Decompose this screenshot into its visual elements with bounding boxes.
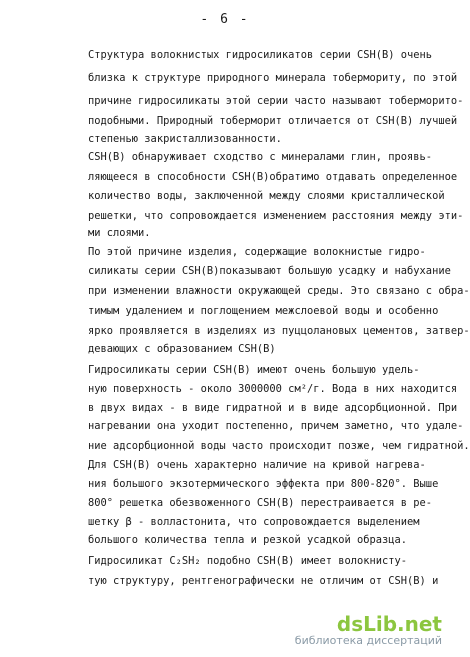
text-line: Гидросиликаты серии CSH(B) имеют очень большую удель- (88, 364, 420, 376)
text-line: ми слоями. (88, 227, 151, 239)
text-line: степенью закристаллизованности. (88, 133, 282, 145)
text-line: подобными. Природный тоберморит отличается от CSH(B) лучшей (88, 115, 458, 127)
text-line: шетку β - волластонита, что сопровождается выделением (88, 516, 420, 528)
text-line: большого количества тепла и резкой усадкой образца. (88, 534, 408, 546)
text-line: Для CSH(B) очень характерно наличие на кривой нагрева- (88, 459, 426, 471)
text-line: в двух видах - в виде гидратной и в виде адсорбционной. При (88, 402, 458, 414)
text-line: ние адсорбционной воды часто происходит позже, чем гидратной. (88, 440, 470, 452)
text-line: причине гидросиликаты этой серии часто называют тоберморито- (88, 95, 464, 107)
text-line: ния большого экзотермического эффекта при 800-820°. Выше (88, 478, 439, 490)
text-line: близка к структуре природного минерала тобермориту, по этой (88, 72, 458, 84)
text-line: силикаты серии CSH(B)показывают большую усадку и набухание (88, 265, 451, 277)
page-number: - 6 - (200, 12, 250, 27)
text-line: решетки, что сопровождается изменением расстояния между эти- (88, 210, 464, 222)
text-line: Гидросиликат C₂SH₂ подобно CSH(B) имеет волокнисту- (88, 555, 408, 567)
text-line: ляющееся в способности CSH(B)обратимо отдавать определенное (88, 171, 458, 183)
text-line: 800° решетка обезвоженного CSH(B) перестраивается в ре- (88, 497, 433, 509)
text-line: CSH(B) обнаруживает сходство с минералами глин, проявь- (88, 151, 433, 163)
text-line: Структура волокнистых гидросиликатов серии CSH(B) очень (88, 49, 433, 61)
text-line: ную поверхность - около 3000000 см²/г. Вода в них находится (88, 383, 458, 395)
text-line: По этой причине изделия, содержащие волокнистые гидро- (88, 246, 426, 258)
text-line: девающих с образованием CSH(B) (88, 343, 276, 355)
watermark-tagline: библиотека диссертаций (294, 634, 442, 647)
text-line: нагревании она уходит постепенно, причем заметно, что удале- (88, 420, 464, 432)
text-line: тимым удалением и поглощением межслоевой воды и особенно (88, 305, 439, 317)
watermark-brand: dsLib.net (336, 612, 442, 636)
text-line: количество воды, заключенной между слоями кристаллической (88, 190, 445, 202)
text-line: ярко проявляется в изделиях из пуццолановых цементов, затвер- (88, 325, 470, 337)
text-line: при изменении влажности окружающей среды. Это связано с обра- (88, 285, 470, 297)
watermark (295, 612, 442, 647)
text-line: тую структуру, рентгенографически не отличим от CSH(B) и (88, 575, 439, 587)
